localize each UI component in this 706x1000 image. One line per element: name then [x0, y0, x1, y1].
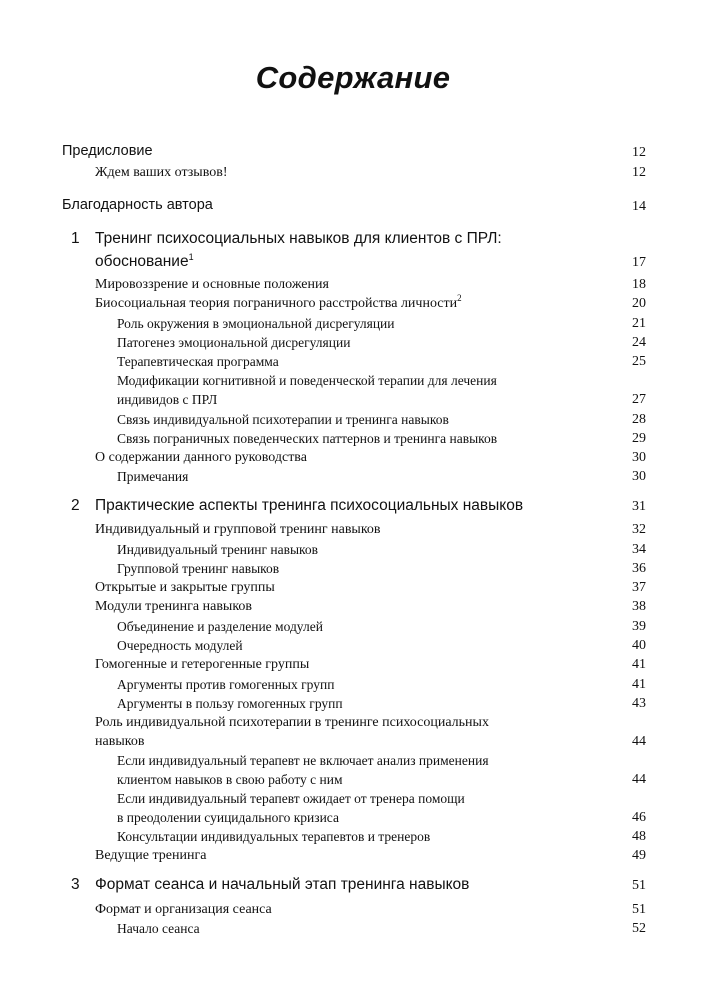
- toc-page-number: 48: [632, 829, 646, 844]
- toc-page-number: 24: [632, 335, 646, 350]
- toc-entry-title: Благодарность автора: [62, 197, 213, 213]
- toc-entry-title: Роль индивидуальной психотерапии в тренинге психосоциальных: [95, 715, 489, 730]
- toc-entry-title-continued: [95, 734, 144, 750]
- toc-page-number: 49: [632, 848, 646, 863]
- toc-entry-title-continued: [95, 253, 194, 271]
- toc-page-number: 41: [632, 657, 646, 672]
- toc-page-number: 34: [632, 542, 646, 557]
- toc-entry-title: Связь индивидуальной психотерапии и тренинга навыков: [117, 412, 449, 427]
- toc-entry-title: Биосоциальная теория пограничного расстройства личности$^2$: [95, 293, 462, 311]
- toc-entry-title: Модификации когнитивной и поведенческой терапии для лечения: [117, 373, 497, 388]
- toc-entry-title: Практические аспекты тренинга психосоциальных навыков: [95, 497, 524, 514]
- toc-page-number: 12: [632, 165, 646, 180]
- toc-page-number: 12: [632, 145, 646, 160]
- toc-page-number: 44: [632, 734, 646, 749]
- toc-entry-title-continued: [117, 810, 339, 826]
- toc-entry-title-line2: индивидов с ПРЛ: [117, 392, 218, 407]
- toc-entry-title-line2: клиентом навыков в свою работу с ним: [117, 772, 343, 787]
- toc-page-number: 39: [632, 619, 646, 634]
- toc-entry-title: Мировоззрение и основные положения: [95, 277, 329, 292]
- toc-page-number: 31: [632, 499, 646, 514]
- toc-entry-title: Предисловие: [62, 143, 153, 159]
- toc-entry-title: Консультации индивидуальных терапевтов и тренеров: [117, 829, 431, 844]
- toc-entry-title: Связь пограничных поведенческих паттернов и тренинга навыков: [117, 431, 498, 446]
- toc-page-number: 38: [632, 599, 646, 614]
- toc-entry-title: Объединение и разделение модулей: [117, 619, 323, 634]
- toc-entry-title: Групповой тренинг навыков: [117, 561, 280, 576]
- toc-page-number: 17: [632, 255, 646, 270]
- toc-chapter-number: 3: [71, 876, 80, 893]
- footnote-marker: 1: [188, 252, 194, 262]
- toc-page-number: 18: [632, 277, 646, 292]
- toc-entry-title: Ведущие тренинга: [95, 848, 207, 863]
- toc-entry-title: Если индивидуальный терапевт не включает анализ применения: [117, 753, 489, 768]
- toc-page-number: 21: [632, 316, 646, 331]
- toc-entry-title-line2: навыков: [95, 734, 145, 749]
- toc-entry-title: Аргументы против гомогенных групп: [117, 677, 335, 692]
- toc-entry-title: Примечания: [117, 469, 189, 484]
- toc-page-number: 51: [632, 902, 646, 917]
- toc-entry-title: Тренинг психосоциальных навыков для клиентов с ПРЛ:: [95, 230, 502, 247]
- toc-page-number: 43: [632, 696, 646, 711]
- footnote-marker: 2: [457, 293, 462, 303]
- toc-page-number: 44: [632, 772, 646, 787]
- toc-entry-title-continued: [117, 772, 343, 788]
- toc-page-number: 30: [632, 450, 646, 465]
- toc-page-number: 46: [632, 810, 646, 825]
- toc-chapter-number: 1: [71, 230, 80, 247]
- toc-page-number: 28: [632, 412, 646, 427]
- toc-page-number: 40: [632, 638, 646, 653]
- page-title: Содержание: [255, 60, 451, 95]
- toc-chapter-number: 2: [71, 497, 80, 514]
- toc-page-number: 14: [632, 199, 646, 214]
- toc-entry-title: Аргументы в пользу гомогенных групп: [117, 696, 343, 711]
- toc-entry-title: Патогенез эмоциональной дисрегуляции: [117, 335, 351, 350]
- toc-page-number: 27: [632, 392, 646, 407]
- toc-entry-title: Формат и организация сеанса: [95, 902, 272, 917]
- toc-page-number: 29: [632, 431, 646, 446]
- toc-entry-title-line2: обоснование: [95, 253, 189, 270]
- toc-entry-title: Формат сеанса и начальный этап тренинга навыков: [95, 876, 470, 893]
- toc-entry-title-continued: [117, 392, 217, 408]
- toc-entry-title: Если индивидуальный терапевт ожидает от тренера помощи: [117, 791, 465, 806]
- toc-entry-title: Ждем ваших отзывов!: [95, 165, 228, 180]
- toc-page-number: 32: [632, 522, 646, 537]
- toc-entry-title: Модули тренинга навыков: [95, 599, 253, 614]
- toc-entry-title: Индивидуальный и групповой тренинг навыков: [95, 522, 381, 537]
- toc-entry-title-line2: в преодолении суицидального кризиса: [117, 810, 339, 825]
- toc-entry-title: Индивидуальный тренинг навыков: [117, 542, 319, 557]
- toc-page-number: 52: [632, 921, 646, 936]
- toc-page-number: 37: [632, 580, 646, 595]
- toc-page-number: 36: [632, 561, 646, 576]
- toc-entry-title: Гомогенные и гетерогенные группы: [95, 657, 310, 672]
- toc-page-number: 51: [632, 878, 646, 893]
- toc-entry-title: Терапевтическая программа: [117, 354, 279, 369]
- toc-entry-title: Начало сеанса: [117, 921, 200, 936]
- toc-page-number: 25: [632, 354, 646, 369]
- toc-entry-title: Открытые и закрытые группы: [95, 580, 275, 595]
- toc-entry-title: Роль окружения в эмоциональной дисрегуляции: [117, 316, 395, 331]
- toc-entry-title: О содержании данного руководства: [95, 450, 307, 465]
- toc-page-number: 41: [632, 677, 646, 692]
- toc-entry-title: Очередность модулей: [117, 638, 243, 653]
- toc-page-number: 20: [632, 296, 646, 311]
- toc-page-number: 30: [632, 469, 646, 484]
